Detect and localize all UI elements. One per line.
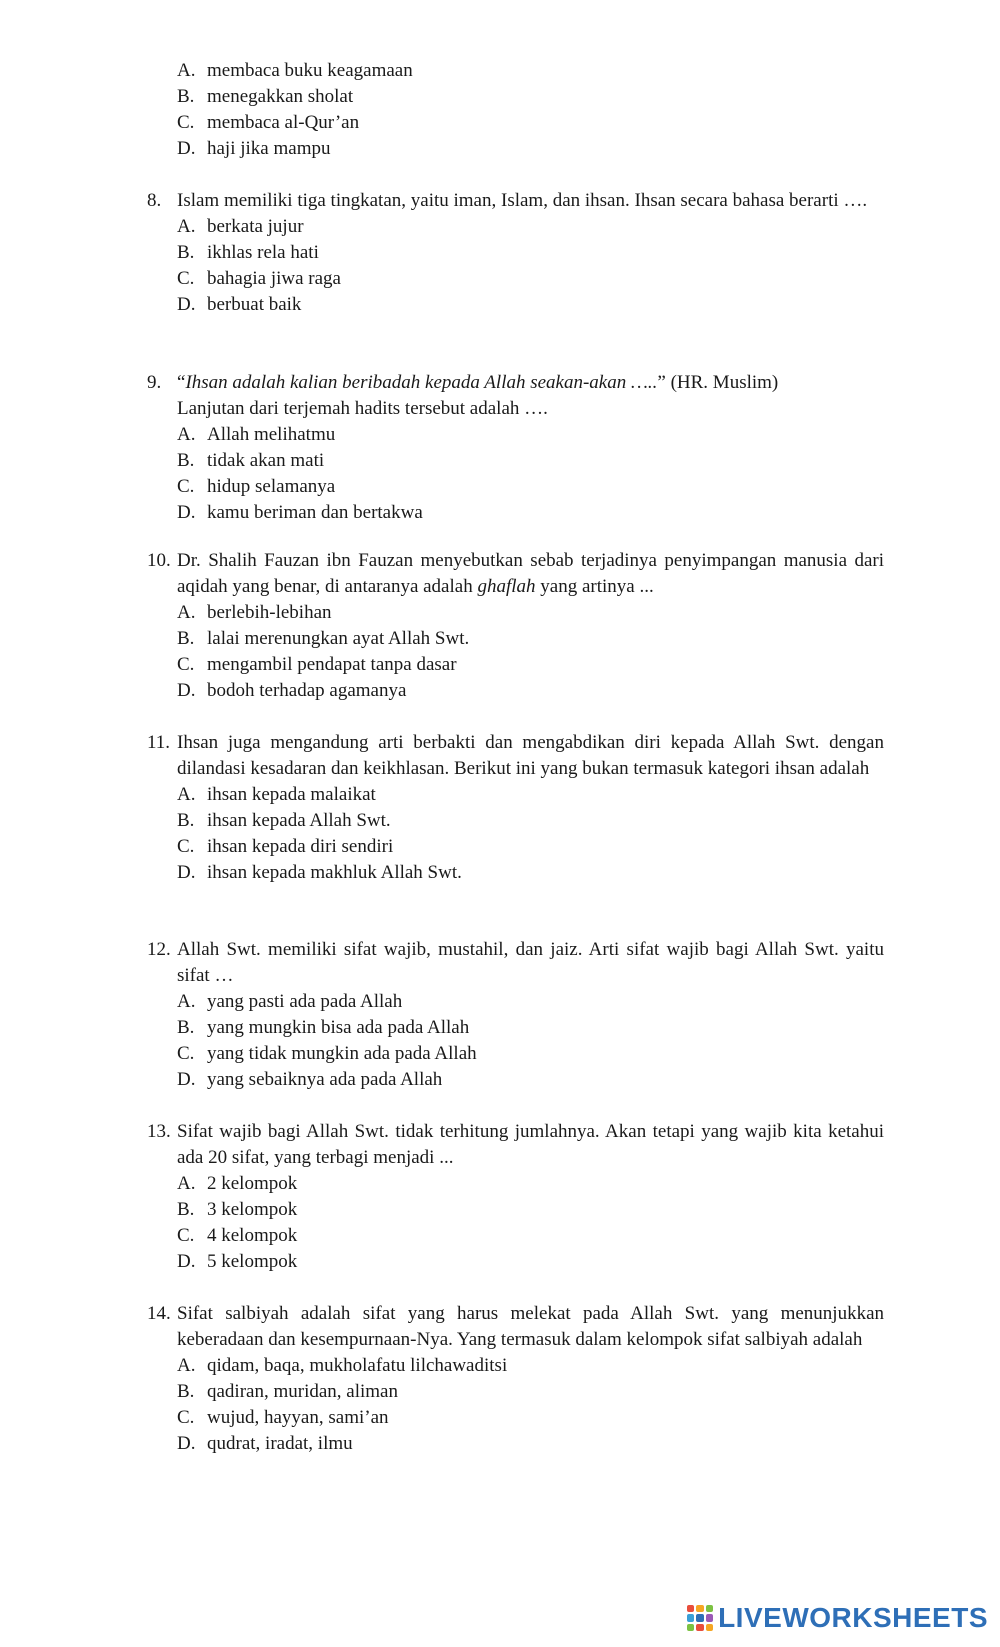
term-ghaflah: ghaflah <box>477 576 536 597</box>
hadith-quote: Ihsan adalah kalian beribadah kepada Allah seakan-akan ….. <box>185 372 658 393</box>
option-a[interactable]: A. berkata jujur <box>177 216 304 237</box>
liveworksheets-grid-icon <box>687 1605 713 1631</box>
question-9 <box>147 370 884 526</box>
option-a[interactable]: A. membaca buku keagamaan <box>177 60 413 81</box>
question-10-options <box>177 600 884 704</box>
option-a[interactable]: A. ihsan kepada malaikat <box>177 784 376 805</box>
question-11 <box>147 730 884 886</box>
option-a[interactable]: A. qidam, baqa, mukholafatu lilchawaditsi <box>177 1355 508 1376</box>
question-number: 13. <box>147 1121 171 1142</box>
question-13 <box>147 1119 884 1275</box>
option-d[interactable]: D. yang sebaiknya ada pada Allah <box>177 1069 443 1090</box>
question-text: “Ihsan adalah kalian beribadah kepada Allah seakan-akan …..” (HR. Muslim) <box>177 372 779 393</box>
option-a[interactable]: A. berlebih-lebihan <box>177 602 332 623</box>
option-b[interactable]: B. qadiran, muridan, aliman <box>177 1381 398 1402</box>
question-7-options <box>177 58 413 162</box>
option-d[interactable]: D. ihsan kepada makhluk Allah Swt. <box>177 862 462 883</box>
option-c[interactable]: C. ihsan kepada diri sendiri <box>177 836 394 857</box>
question-9-options <box>177 422 884 526</box>
option-b[interactable]: B. menegakkan sholat <box>177 86 354 107</box>
option-c[interactable]: C. wujud, hayyan, sami’an <box>177 1407 389 1428</box>
question-number: 14. <box>147 1303 171 1324</box>
question-12 <box>147 937 884 1093</box>
question-text-line2: Lanjutan dari terjemah hadits tersebut adalah …. <box>177 398 548 419</box>
brand-text: LIVEWORKSHEETS <box>718 1602 988 1633</box>
liveworksheets-logo[interactable] <box>687 1601 988 1635</box>
option-c[interactable]: C. 4 kelompok <box>177 1225 298 1246</box>
question-number: 9. <box>147 372 162 393</box>
option-d[interactable]: D. qudrat, iradat, ilmu <box>177 1433 353 1454</box>
question-14 <box>147 1301 884 1457</box>
option-d[interactable]: D. haji jika mampu <box>177 138 331 159</box>
option-b[interactable]: B. tidak akan mati <box>177 450 325 471</box>
question-number: 12. <box>147 939 171 960</box>
option-d[interactable]: D. 5 kelompok <box>177 1251 298 1272</box>
question-text: Allah Swt. memiliki sifat wajib, mustahil, dan jaiz. Arti sifat wajib bagi Allah Swt. yaitu sifat … <box>177 939 884 986</box>
option-d[interactable]: D. bodoh terhadap agamanya <box>177 680 407 701</box>
option-d[interactable]: D. kamu beriman dan bertakwa <box>177 502 423 523</box>
question-number: 10. <box>147 550 171 571</box>
option-b[interactable]: B. yang mungkin bisa ada pada Allah <box>177 1017 470 1038</box>
option-c[interactable]: C. membaca al-Qur’an <box>177 112 360 133</box>
option-b[interactable]: B. ikhlas rela hati <box>177 242 319 263</box>
option-c[interactable]: C. hidup selamanya <box>177 476 336 497</box>
option-c[interactable]: C. bahagia jiwa raga <box>177 268 341 289</box>
question-12-options <box>177 989 884 1093</box>
question-8-options <box>177 214 884 318</box>
question-number: 11. <box>147 732 171 753</box>
question-text: Islam memiliki tiga tingkatan, yaitu iman, Islam, dan ihsan. Ihsan secara bahasa berarti …. <box>177 190 868 211</box>
option-d[interactable]: D. berbuat baik <box>177 294 302 315</box>
question-11-options <box>177 782 884 886</box>
option-b[interactable]: B. 3 kelompok <box>177 1199 298 1220</box>
option-c[interactable]: C. mengambil pendapat tanpa dasar <box>177 654 457 675</box>
question-14-options <box>177 1353 884 1457</box>
option-b[interactable]: B. lalai merenungkan ayat Allah Swt. <box>177 628 470 649</box>
option-b[interactable]: B. ihsan kepada Allah Swt. <box>177 810 391 831</box>
option-a[interactable]: A. Allah melihatmu <box>177 424 336 445</box>
option-a[interactable]: A. yang pasti ada pada Allah <box>177 991 403 1012</box>
question-10 <box>147 548 884 704</box>
question-number: 8. <box>147 190 162 211</box>
question-text: Ihsan juga mengandung arti berbakti dan mengabdikan diri kepada Allah Swt. dengan dilandasi kesadaran dan keikhlasan. Berikut ini yang bukan termasuk kategori ihsan adalah <box>177 732 884 779</box>
question-text: Sifat wajib bagi Allah Swt. tidak terhitung jumlahnya. Akan tetapi yang wajib kita ketahui ada 20 sifat, yang terbagi menjadi ... <box>177 1121 884 1168</box>
question-13-options <box>177 1171 884 1275</box>
option-a[interactable]: A. 2 kelompok <box>177 1173 298 1194</box>
question-text: Sifat salbiyah adalah sifat yang harus melekat pada Allah Swt. yang menunjukkan keberadaan dan kesempurnaan-Nya. Yang termasuk dalam kelompok sifat salbiyah adalah <box>177 1303 884 1350</box>
question-8 <box>147 188 884 318</box>
question-text: Dr. Shalih Fauzan ibn Fauzan menyebutkan sebab terjadinya penyimpangan manusia dari aqidah yang benar, di antaranya adalah ghaflah yang artinya ... <box>177 550 884 597</box>
option-c[interactable]: C. yang tidak mungkin ada pada Allah <box>177 1043 477 1064</box>
